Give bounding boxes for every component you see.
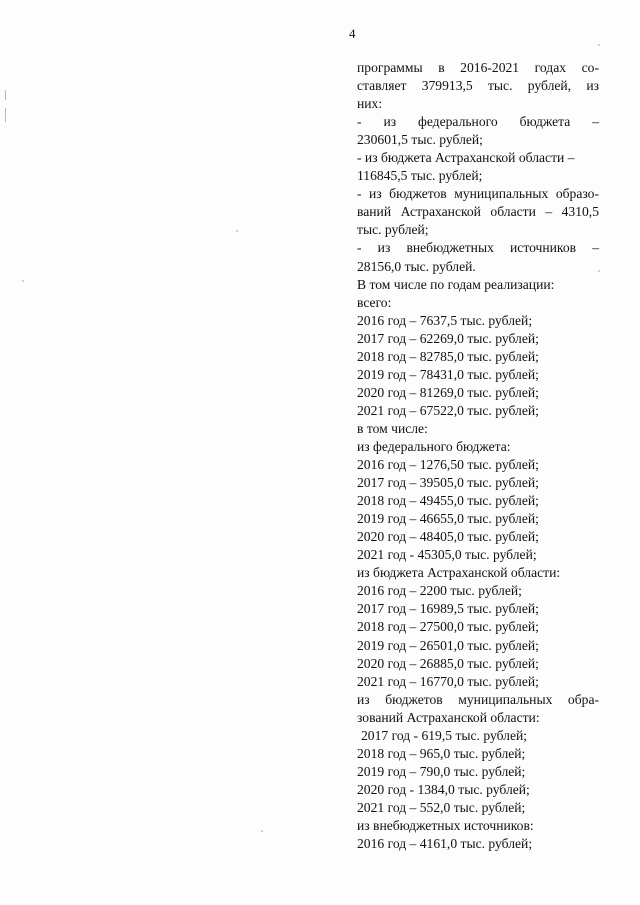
text-line: В том числе по годам реализации: (357, 276, 555, 292)
text-line: 2019 год – 46655,0 тыс. рублей; (357, 511, 539, 527)
text-line: ставляет 379913,5 тыс. рублей, из (357, 78, 599, 94)
text-line: из бюджетов муниципальных обра- (357, 691, 599, 707)
text-line: 2020 год – 81269,0 тыс. рублей; (357, 384, 539, 400)
text-line: 116845,5 тыс. рублей; (357, 168, 483, 184)
text-line: 2019 год – 26501,0 тыс. рублей; (357, 637, 539, 653)
text-line: 2016 год – 2200 тыс. рублей; (357, 583, 522, 599)
text-line: 2016 год – 7637,5 тыс. рублей; (357, 312, 533, 328)
text-line: 2021 год – 16770,0 тыс. рублей; (357, 673, 539, 689)
text-line: 28156,0 тыс. рублей. (357, 258, 476, 274)
text-line: 2017 год - 619,5 тыс. рублей; (361, 727, 528, 743)
scan-artifact (236, 230, 238, 232)
text-line: 2016 год – 4161,0 тыс. рублей; (357, 836, 533, 852)
text-line: 2017 год – 62269,0 тыс. рублей; (357, 330, 539, 346)
text-line: 2018 год – 965,0 тыс. рублей; (357, 745, 526, 761)
scan-artifact (598, 44, 600, 46)
text-line: - из бюджета Астраханской области – (357, 150, 575, 166)
text-line: 2021 год - 45305,0 тыс. рублей; (357, 547, 537, 563)
scan-artifact (5, 108, 6, 122)
text-line: 2019 год – 78431,0 тыс. рублей; (357, 366, 539, 382)
text-line: 2020 год - 1384,0 тыс. рублей; (357, 781, 530, 797)
text-line: - из федерального бюджета – (357, 114, 599, 130)
text-line: тыс. рублей; (357, 222, 429, 238)
text-line: 2019 год – 790,0 тыс. рублей; (357, 763, 526, 779)
text-line: - из внебюджетных источников – (357, 240, 599, 256)
text-line: в том числе: (357, 420, 428, 436)
text-line: 2017 год – 39505,0 тыс. рублей; (357, 475, 539, 491)
text-line: 2018 год – 49455,0 тыс. рублей; (357, 493, 539, 509)
scan-artifact (22, 280, 24, 282)
scan-artifact (5, 90, 6, 100)
page-number: 4 (349, 26, 356, 41)
text-line: ваний Астраханской области – 4310,5 (357, 204, 599, 220)
text-line: 2020 год – 48405,0 тыс. рублей; (357, 529, 539, 545)
text-line: зований Астраханской области: (357, 709, 540, 725)
text-line: из внебюджетных источников: (357, 817, 534, 833)
text-line: программы в 2016-2021 годах со- (357, 60, 599, 75)
text-line: - из бюджетов муниципальных образо- (357, 186, 599, 202)
text-line: 2018 год – 82785,0 тыс. рублей; (357, 348, 539, 364)
text-line: 230601,5 тыс. рублей; (357, 132, 483, 148)
text-line: 2017 год – 16989,5 тыс. рублей; (357, 601, 539, 617)
text-line: 2020 год – 26885,0 тыс. рублей; (357, 655, 539, 671)
text-line: 2021 год – 552,0 тыс. рублей; (357, 799, 526, 815)
text-line: 2021 год – 67522,0 тыс. рублей; (357, 402, 539, 418)
text-line: из бюджета Астраханской области: (357, 565, 561, 581)
text-line: 2018 год – 27500,0 тыс. рублей; (357, 619, 539, 635)
text-line: 2016 год – 1276,50 тыс. рублей; (357, 457, 539, 473)
text-line: всего: (357, 294, 392, 310)
document-text-column (357, 59, 599, 853)
text-line: из федерального бюджета: (357, 438, 511, 454)
text-line: них: (357, 96, 383, 112)
scan-artifact (261, 830, 263, 832)
